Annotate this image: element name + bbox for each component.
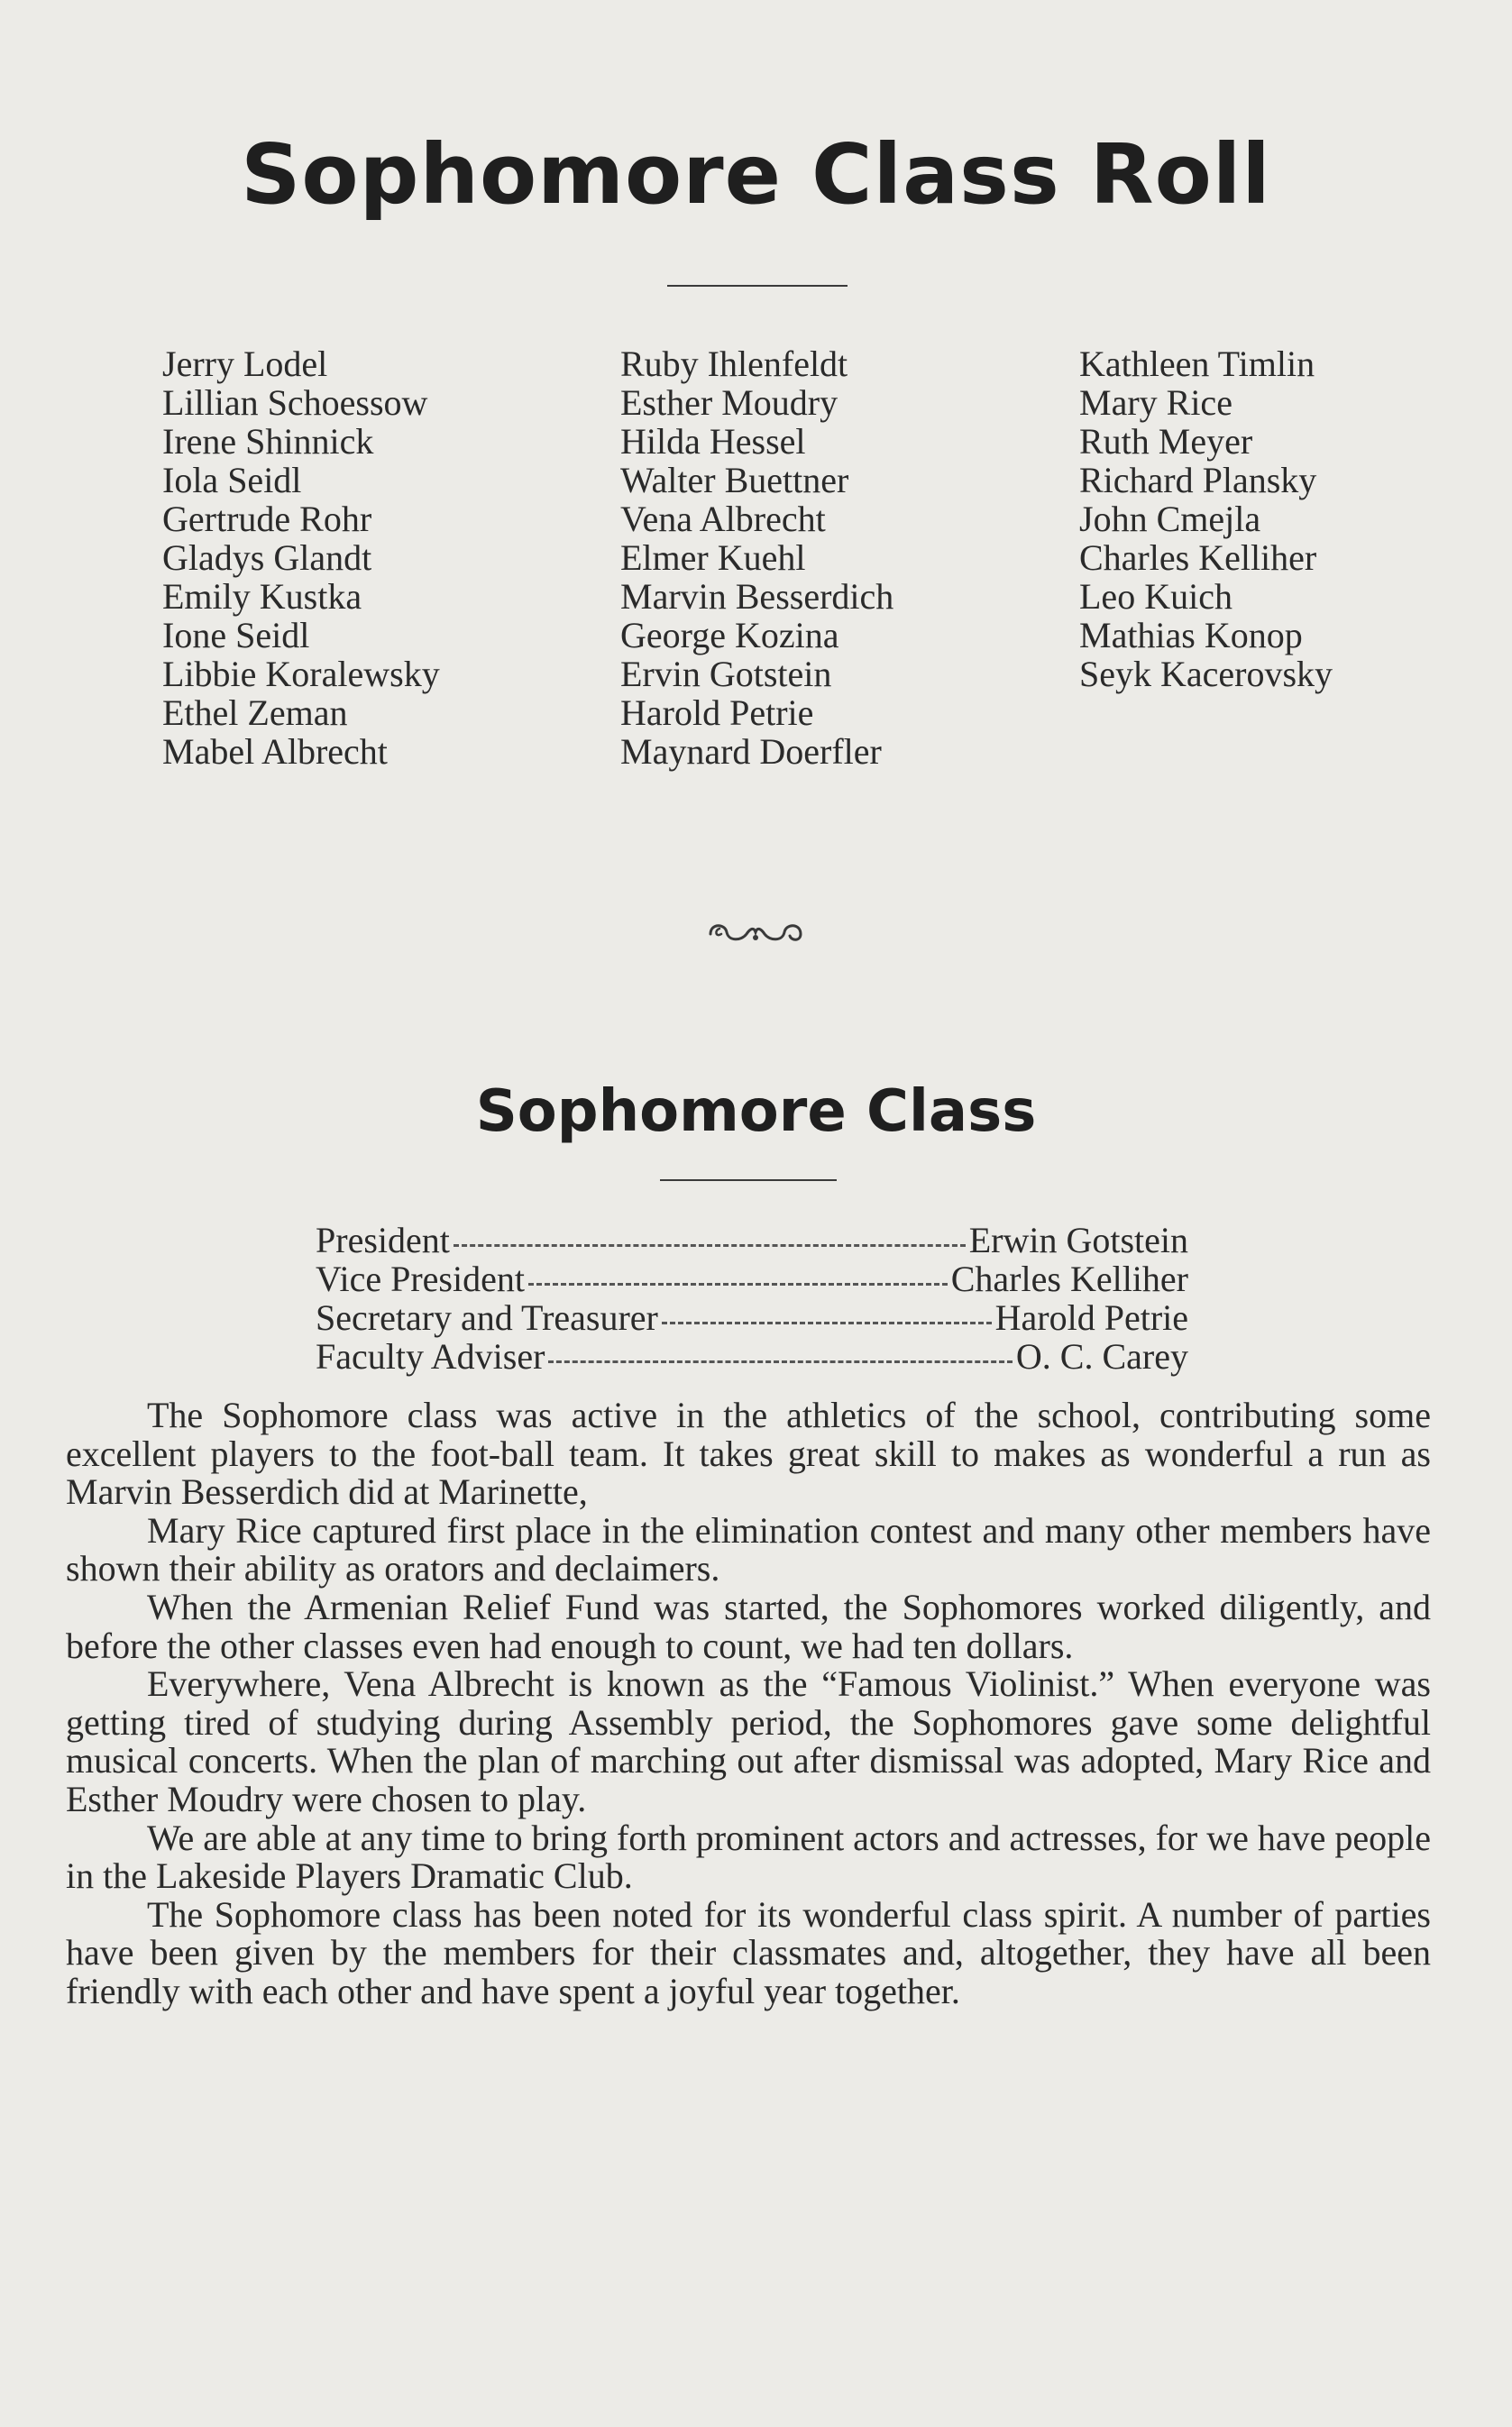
- roll-name: Seyk Kacerovsky: [1079, 654, 1333, 694]
- class-officers-title: Sophomore Class: [475, 1078, 1037, 1145]
- roll-name: Mabel Albrecht: [162, 731, 388, 772]
- roll-name: Richard Plansky: [1079, 460, 1317, 500]
- scroll-ornament-icon: [705, 914, 806, 950]
- officer-row-president: [316, 1221, 1188, 1259]
- dot-leader: [528, 1283, 948, 1286]
- dot-leader: [454, 1244, 966, 1247]
- roll-name: Harold Petrie: [620, 692, 814, 733]
- roll-name: John Cmejla: [1079, 499, 1261, 539]
- roll-name: Gertrude Rohr: [162, 499, 372, 539]
- class-roll-title: Sophomore Class Roll: [241, 126, 1271, 223]
- officer-row-secretary-treasurer: [316, 1298, 1188, 1337]
- roll-name: Leo Kuich: [1079, 576, 1233, 617]
- roll-name: Marvin Besserdich: [620, 576, 894, 617]
- roll-name: Mary Rice: [1079, 382, 1233, 423]
- roll-name: Kathleen Timlin: [1079, 343, 1315, 384]
- dot-leader: [662, 1322, 992, 1324]
- roll-name: Ruth Meyer: [1079, 421, 1253, 462]
- officer-role: Vice President: [316, 1259, 525, 1299]
- paragraph: The Sophomore class was active in the athletics of the school, contributing some excellent players to the foot-ball team. It takes great skill to makes as wonderful a run as Marvin Besserdich did at Marinette,: [66, 1395, 1431, 1513]
- roll-name: Irene Shinnick: [162, 421, 374, 462]
- roll-name: Elmer Kuehl: [620, 537, 806, 578]
- roll-name: Charles Kelliher: [1079, 537, 1317, 578]
- roll-name: Vena Albrecht: [620, 499, 826, 539]
- paragraph: The Sophomore class has been noted for its wonderful class spirit. A number of parties have been given by the members for their classmates and, altogether, they have all been friendly with each other and have spent a joyful year together.: [66, 1893, 1431, 2011]
- roll-name: Gladys Glandt: [162, 537, 372, 578]
- paragraph: We are able at any time to bring forth prominent actors and actresses, for we have people in the Lakeside Players Dramatic Club.: [66, 1817, 1432, 1897]
- class-title-divider: [660, 1179, 837, 1181]
- roll-column-2: [620, 344, 893, 771]
- paragraph: Mary Rice captured first place in the elimination contest and many other members have shown their ability as orators and declaimers.: [66, 1509, 1431, 1589]
- officer-name: O. C. Carey: [1015, 1336, 1188, 1377]
- officer-name: Erwin Gotstein: [968, 1220, 1188, 1260]
- roll-name: Hilda Hessel: [620, 421, 806, 462]
- roll-name: Libbie Koralewsky: [162, 654, 440, 694]
- dot-leader: [548, 1360, 1013, 1363]
- officer-name: Harold Petrie: [994, 1297, 1188, 1338]
- roll-name: Maynard Doerfler: [620, 731, 882, 772]
- roll-name: George Kozina: [620, 615, 839, 655]
- roll-name: Iola Seidl: [162, 460, 302, 500]
- officer-row-faculty-adviser: [316, 1337, 1188, 1376]
- roll-name: Walter Buettner: [620, 460, 849, 500]
- roll-name: Emily Kustka: [162, 576, 362, 617]
- roll-column-1: [162, 344, 440, 771]
- roll-name: Mathias Konop: [1079, 615, 1303, 655]
- roll-column-3: [1079, 344, 1333, 693]
- officer-role: Faculty Adviser: [316, 1336, 545, 1377]
- paragraph: When the Armenian Relief Fund was started, the Sophomores worked diligently, and before the other classes even had enough to count, we had ten dollars.: [66, 1586, 1431, 1666]
- officers-list: [316, 1221, 1188, 1376]
- paragraph: Everywhere, Vena Albrecht is known as the “Famous Violinist.” When everyone was getting tired of studying during Assembly period, the Sophomores gave some delightful musical concerts. When the plan of marching out after dismissal was adopted, Mary Rice and Esther Moudry were chosen to play.: [66, 1663, 1431, 1819]
- officer-role: Secretary and Treasurer: [316, 1297, 658, 1338]
- roll-name: Ruby Ihlenfeldt: [620, 343, 848, 384]
- roll-name: Ethel Zeman: [162, 692, 348, 733]
- title-divider: [667, 285, 848, 287]
- officer-row-vice-president: [316, 1259, 1188, 1298]
- roll-name: Lillian Schoessow: [162, 382, 428, 423]
- roll-name: Ione Seidl: [162, 615, 310, 655]
- roll-name: Ervin Gotstein: [620, 654, 832, 694]
- roll-name: Jerry Lodel: [162, 343, 328, 384]
- officer-name: Charles Kelliher: [950, 1259, 1188, 1299]
- class-history-text: [66, 1397, 1431, 2011]
- roll-name: Esther Moudry: [620, 382, 838, 423]
- officer-role: President: [316, 1220, 450, 1260]
